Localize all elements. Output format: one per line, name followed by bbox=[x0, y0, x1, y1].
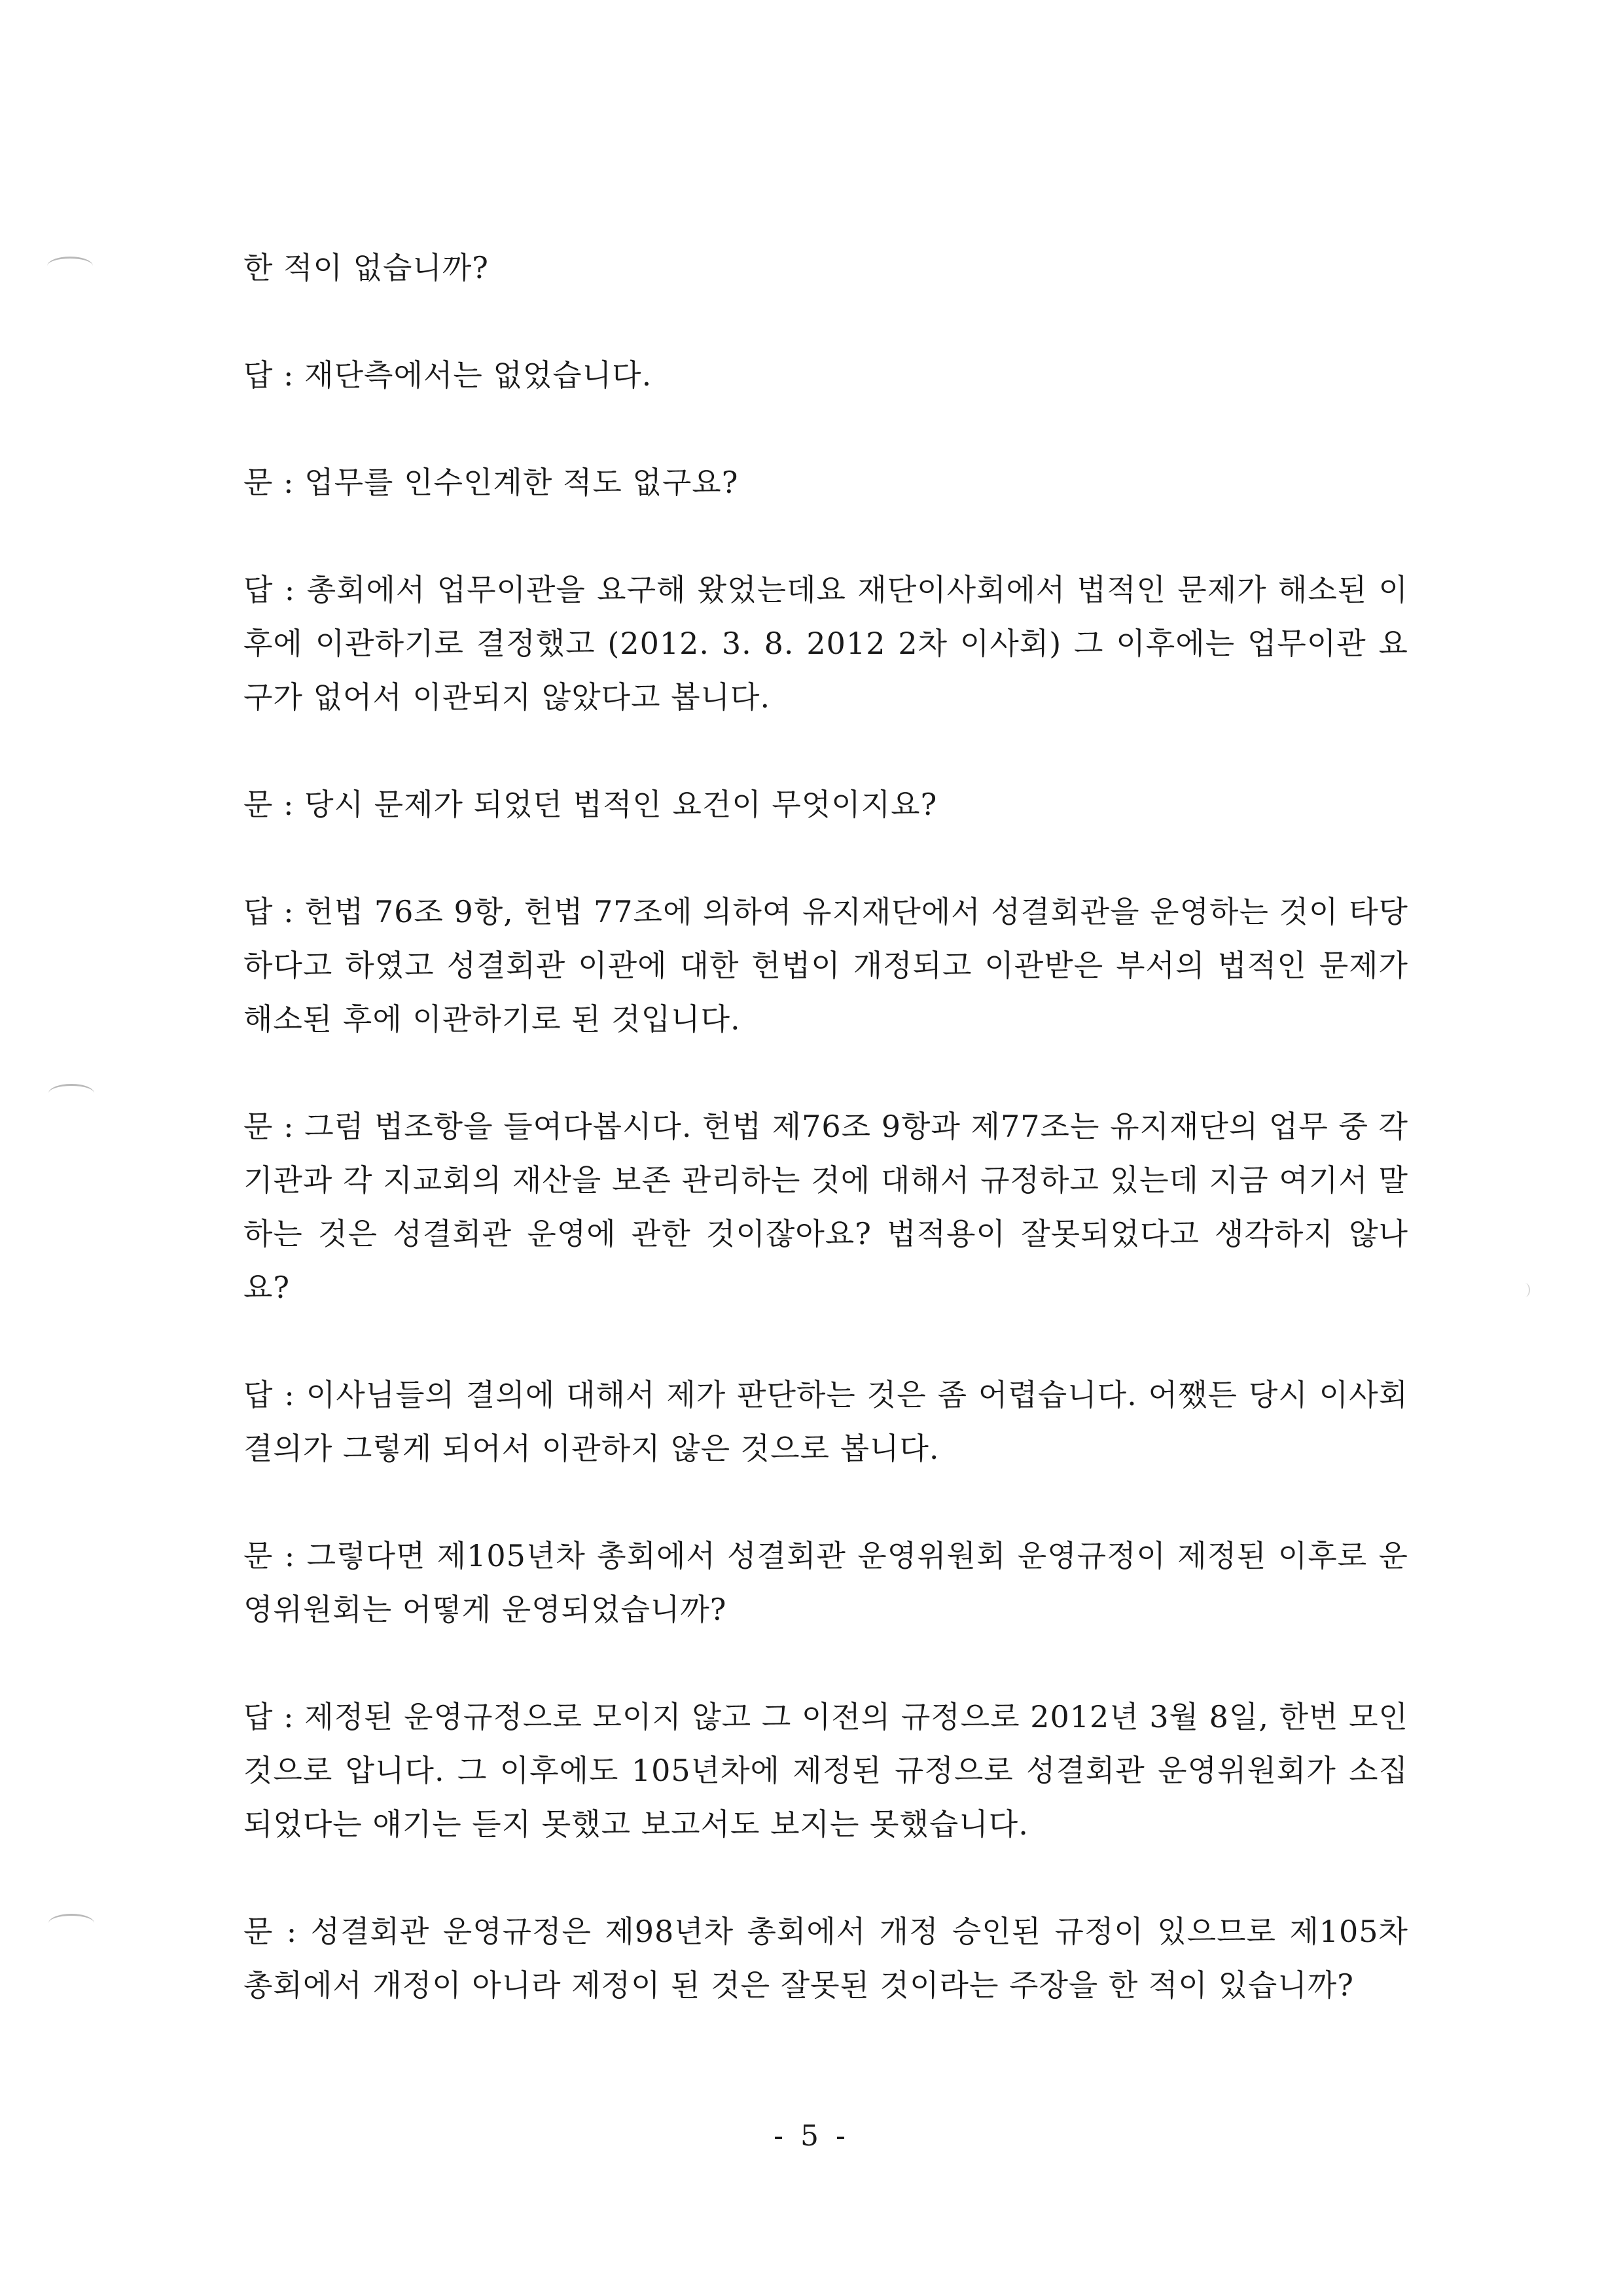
answer-paragraph: 답 : 재단측에서는 없었습니다. bbox=[243, 357, 652, 393]
question-paragraph: 문 : 성결회관 운영규정은 제98년차 총회에서 개정 승인된 규정이 있으므로 제105차 총회에서 개정이 아니라 제정이 된 것은 잘못된 것이라는 주장을 한 적이 있습니까? bbox=[243, 1914, 1408, 2003]
punch-hole-mark bbox=[47, 257, 93, 276]
question-paragraph: 문 : 그렇다면 제105년차 총회에서 성결회관 운영위원회 운영규정이 제정된 이후로 운영위원회는 어떻게 운영되었습니까? bbox=[243, 1538, 1408, 1627]
paragraph-continuation: 한 적이 없습니까? bbox=[243, 250, 489, 285]
answer-paragraph: 답 : 헌법 76조 9항, 헌법 77조에 의하여 유지재단에서 성결회관을 운영하는 것이 타당하다고 하였고 성결회관 이관에 대한 헌법이 개정되고 이관받은 부서의 법적인 문제가 해소된 후에 이관하기로 된 것입니다. bbox=[243, 894, 1408, 1037]
answer-paragraph: 답 : 제정된 운영규정으로 모이지 않고 그 이전의 규정으로 2012년 3월 8일, 한번 모인 것으로 압니다. 그 이후에도 105년차에 제정된 규정으로 성결회관 운영위원회가 소집되었다는 얘기는 듣지 못했고 보고서도 보지는 못했습니다. bbox=[243, 1699, 1408, 1842]
question-paragraph: 문 : 당시 문제가 되었던 법적인 요건이 무엇이지요? bbox=[243, 787, 938, 822]
answer-paragraph: 답 : 총회에서 업무이관을 요구해 왔었는데요 재단이사회에서 법적인 문제가 해소된 이후에 이관하기로 결정했고 (2012. 3. 8. 2012 2차 이사회) 그 이후에는 업무이관 요구가 없어서 이관되지 않았다고 봅니다. bbox=[243, 572, 1408, 715]
answer-paragraph: 답 : 이사님들의 결의에 대해서 제가 판단하는 것은 좀 어렵습니다. 어쨌든 당시 이사회 결의가 그렇게 되어서 이관하지 않은 것으로 봅니다. bbox=[243, 1377, 1408, 1466]
punch-hole-mark bbox=[48, 1914, 94, 1933]
page-number: - 5 - bbox=[774, 2119, 849, 2153]
punch-hole-mark bbox=[48, 1084, 94, 1103]
question-paragraph: 문 : 업무를 인수인계한 적도 없구요? bbox=[243, 465, 739, 500]
scan-artifact-mark bbox=[1520, 1283, 1530, 1297]
question-paragraph: 문 : 그럼 법조항을 들여다봅시다. 헌법 제76조 9항과 제77조는 유지재단의 업무 중 각 기관과 각 지교회의 재산을 보존 관리하는 것에 대해서 규정하고 있는데 지금 여기서 말하는 것은 성결회관 운영에 관한 것이잖아요? 법적용이 잘못되었다고 생각하지 않나요? bbox=[243, 1109, 1408, 1305]
document-body bbox=[243, 241, 1408, 2066]
